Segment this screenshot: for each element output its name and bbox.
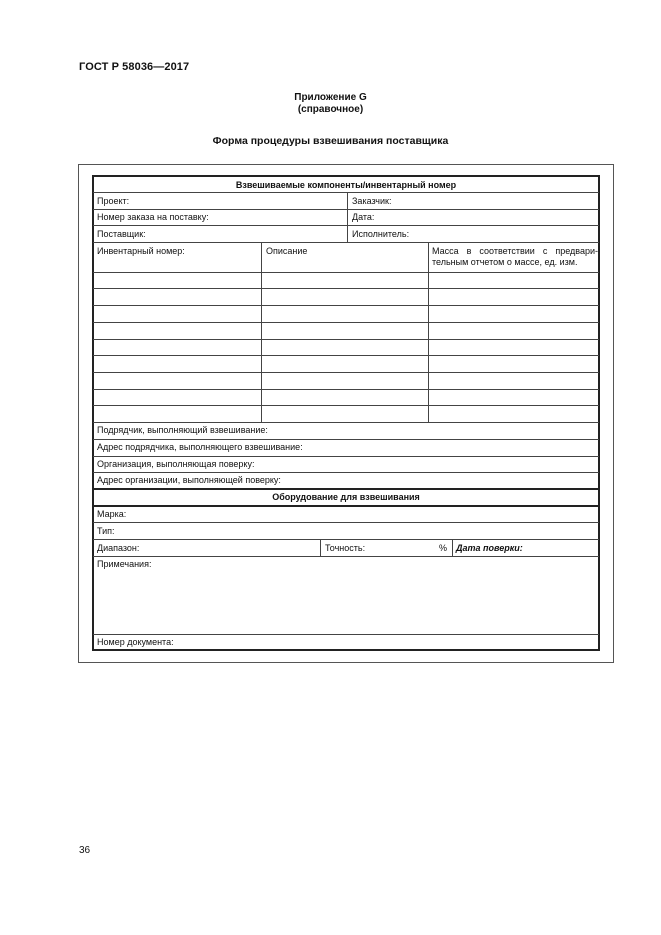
row-divider xyxy=(93,355,599,356)
form-title: Форма процедуры взвешивания поставщика xyxy=(212,135,449,147)
row-divider xyxy=(93,472,599,473)
row-divider xyxy=(93,242,599,243)
brand-label: Марка: xyxy=(97,509,127,519)
verifier-label: Организация, выполняющая поверку: xyxy=(97,459,255,469)
row-divider xyxy=(93,192,599,193)
date-label: Дата: xyxy=(352,212,375,222)
verification-date-label: Дата поверки: xyxy=(456,543,523,553)
row-divider xyxy=(93,556,599,557)
row-divider xyxy=(93,288,599,289)
row-divider xyxy=(93,634,599,635)
section-components-title: Взвешиваемые компоненты/инвентарный номер xyxy=(235,180,457,190)
executor-label: Исполнитель: xyxy=(352,229,410,239)
column-divider xyxy=(428,242,429,422)
row-divider xyxy=(93,225,599,226)
row-divider xyxy=(93,422,599,423)
row-divider xyxy=(93,272,599,273)
row-divider xyxy=(93,439,599,440)
contractor-address-label: Адрес подрядчика, выполняющего взвешивание: xyxy=(97,442,303,452)
appendix-title: Приложение G xyxy=(294,92,367,103)
row-divider xyxy=(93,389,599,390)
section-equipment-title: Оборудование для взвешивания xyxy=(272,492,420,502)
column-divider xyxy=(261,242,262,422)
row-divider xyxy=(93,305,599,306)
appendix-subtitle: (справочное) xyxy=(297,104,364,115)
notes-label: Примечания: xyxy=(97,559,152,569)
row-divider xyxy=(93,322,599,323)
row-divider xyxy=(93,405,599,406)
section-divider xyxy=(93,505,599,507)
range-label: Диапазон: xyxy=(97,543,140,553)
row-divider xyxy=(93,209,599,210)
order-number-label: Номер заказа на поставку: xyxy=(97,212,209,222)
mass-column-header: Масса в соответствии с предвари-тельным отчетом о массе, ед. изм. xyxy=(432,246,598,267)
percent-sign: % xyxy=(439,543,448,553)
document-number-label: Номер документа: xyxy=(97,637,174,647)
row-divider xyxy=(93,456,599,457)
type-label: Тип: xyxy=(97,526,115,536)
row-divider xyxy=(93,372,599,373)
description-column-header: Описание xyxy=(266,246,308,256)
verifier-address-label: Адрес организации, выполняющей поверку: xyxy=(97,475,281,485)
row-divider xyxy=(93,539,599,540)
page-number: 36 xyxy=(79,845,91,856)
standard-number: ГОСТ Р 58036—2017 xyxy=(79,61,190,73)
row-divider xyxy=(93,522,599,523)
inventory-column-header: Инвентарный номер: xyxy=(97,246,185,256)
row-divider xyxy=(93,339,599,340)
column-divider xyxy=(347,192,348,242)
contractor-label: Подрядчик, выполняющий взвешивание: xyxy=(97,425,268,435)
section-divider xyxy=(93,488,599,490)
column-divider xyxy=(320,539,321,556)
column-divider xyxy=(452,539,453,556)
customer-label: Заказчик: xyxy=(352,196,392,206)
project-label: Проект: xyxy=(97,196,130,206)
accuracy-label: Точность: xyxy=(325,543,366,553)
supplier-label: Поставщик: xyxy=(97,229,146,239)
